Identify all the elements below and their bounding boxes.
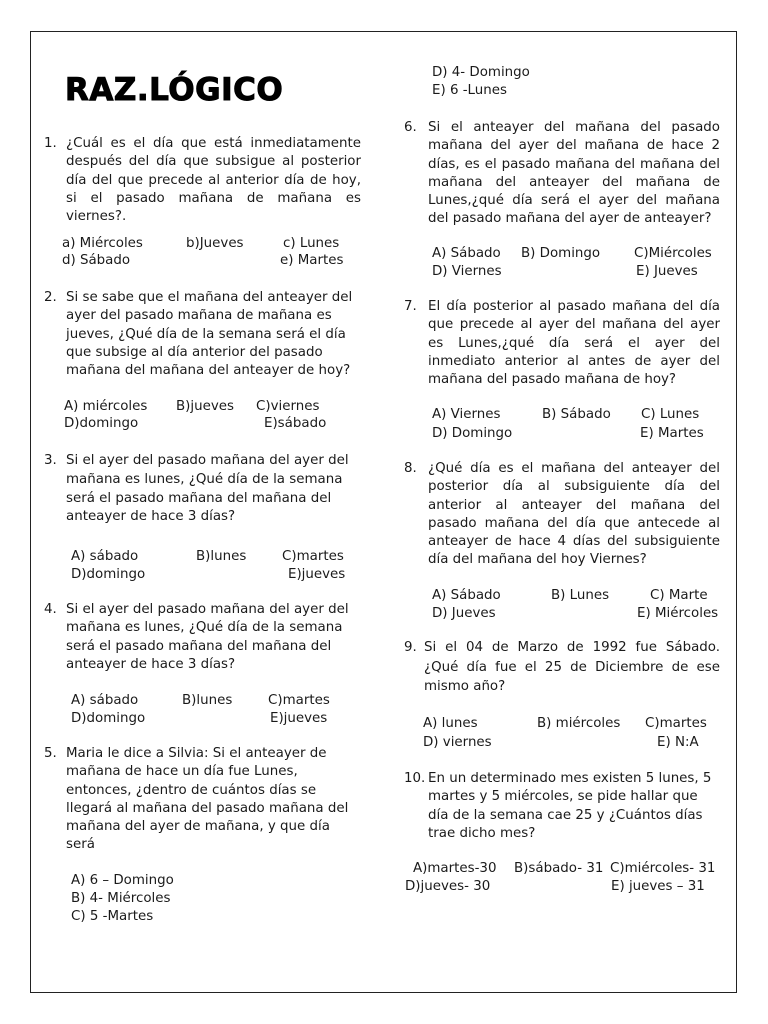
option-d: D)domingo	[64, 416, 139, 431]
question-text: ¿Qué día es el mañana del anteayer del posterior día al subsiguiente día del anterior al anteayer del mañana del pasado mañana del día que antecede al anteayer de hace 4 días del subsiguiente día del mañana del hoy Viernes?	[428, 461, 720, 568]
question-number: 10.	[404, 771, 426, 786]
option-c: C)Miércoles	[634, 246, 712, 261]
option-e: E) N:A	[657, 735, 699, 750]
option-d: D) Viernes	[432, 264, 502, 279]
option-a: A) Sábado	[432, 588, 501, 603]
option-d: D)jueves- 30	[405, 879, 491, 894]
option-d: D) viernes	[423, 735, 492, 750]
option-c: C)miércoles- 31	[610, 861, 716, 876]
question-text: En un determinado mes existen 5 lunes, 5 martes y 5 miércoles, se pide hallar que día de la semana cae 25 y ¿Cuántos días trae dicho mes?	[428, 771, 712, 841]
option-e: E) Martes	[640, 426, 704, 441]
option-b: B) Lunes	[551, 588, 610, 603]
option-c: C)martes	[645, 716, 707, 731]
question-number: 3.	[44, 453, 57, 468]
option-a: A)martes-30	[413, 861, 497, 876]
question-text: Si el ayer del pasado mañana del ayer del mañana es lunes, ¿Qué día de la semana será el pasado mañana del mañana del anteayer de hace 3 días?	[66, 453, 349, 525]
option-a: A) lunes	[423, 716, 478, 731]
option-e: E)sábado	[264, 416, 327, 431]
question-text: Si se sabe que el mañana del anteayer del ayer del pasado mañana de mañana es jueves, ¿Qué día de la semana será el día que subsige al día anterior del pasado mañana del mañana del anteayer de hoy?	[66, 290, 353, 379]
option-a: A) miércoles	[64, 399, 148, 414]
question-text: Maria le dice a Silvia: Si el anteayer de mañana de hace un día fue Lunes, entonces, ¿dentro de cuántos días se llegará al mañana del pasado mañana del mañana del ayer de mañana, y que día será	[66, 746, 349, 853]
question-number: 7.	[404, 299, 417, 314]
option-b: B) miércoles	[537, 716, 621, 731]
question-number: 5.	[44, 746, 57, 761]
question-number: 1.	[44, 136, 57, 151]
option-b: B) 4- Miércoles	[71, 891, 171, 906]
option-d: D)domingo	[71, 711, 146, 726]
option-e: E)jueves	[288, 567, 346, 582]
question-text: Si el 04 de Marzo de 1992 fue Sábado. ¿Qué día fue el 25 de Diciembre de ese mismo año?	[424, 640, 720, 694]
question-number: 8.	[404, 461, 417, 476]
option-e: E) jueves – 31	[611, 879, 705, 894]
option-d: D) Domingo	[432, 426, 513, 441]
option-d: d) Sábado	[62, 253, 131, 268]
option-e: E) 6 -Lunes	[432, 83, 507, 98]
option-c: C)martes	[282, 549, 344, 564]
option-a: A) Sábado	[432, 246, 501, 261]
page-title: RAZ.LÓGICO	[65, 72, 284, 108]
question-number: 4.	[44, 602, 57, 617]
option-a: A) sábado	[71, 549, 139, 564]
option-b: B)lunes	[182, 693, 233, 708]
option-e: e) Martes	[280, 253, 344, 268]
option-b: b)Jueves	[186, 236, 244, 251]
option-c: C) 5 -Martes	[71, 909, 154, 924]
option-b: B) Domingo	[521, 246, 601, 261]
option-a: a) Miércoles	[62, 236, 143, 251]
option-c: C)viernes	[256, 399, 320, 414]
option-c: C)martes	[268, 693, 330, 708]
option-a: A) sábado	[71, 693, 139, 708]
option-d: D) Jueves	[432, 606, 496, 621]
option-e: E) Miércoles	[637, 606, 719, 621]
option-a: A) 6 – Domingo	[71, 873, 174, 888]
option-b: B)lunes	[196, 549, 247, 564]
option-a: A) Viernes	[432, 407, 501, 422]
option-e: E)jueves	[270, 711, 328, 726]
question-text: El día posterior al pasado mañana del día que precede al ayer del mañana del ayer es Lunes,¿qué día será el ayer del inmediato anterior al antes de ayer del mañana del pasado mañana de hoy?	[428, 299, 720, 388]
option-c: C) Marte	[650, 588, 708, 603]
question-number: 9.	[404, 640, 417, 655]
question-number: 6.	[404, 120, 417, 135]
option-d: D)domingo	[71, 567, 146, 582]
question-text: ¿Cuál es el día que está inmediatamente después del día que subsigue al posterior día del que precede al anterior día de hoy, si el pasado mañana de mañana es viernes?.	[66, 136, 361, 225]
option-b: B) Sábado	[542, 407, 611, 422]
question-text: Si el anteayer del mañana del pasado mañana del ayer del mañana de hace 2 días, es el pasado mañana del mañana del mañana del anteayer del mañana de Lunes,¿qué día será el ayer del mañana del pasado mañana del ayer de anteayer?	[428, 120, 720, 227]
option-b: B)jueves	[176, 399, 234, 414]
option-d: D) 4- Domingo	[432, 65, 530, 80]
question-number: 2.	[44, 290, 57, 305]
option-c: c) Lunes	[283, 236, 340, 251]
question-text: Si el ayer del pasado mañana del ayer del mañana es lunes, ¿Qué día de la semana será el pasado mañana del mañana del anteayer de hace 3 días?	[66, 602, 349, 672]
option-c: C) Lunes	[641, 407, 700, 422]
option-e: E) Jueves	[636, 264, 698, 279]
option-b: B)sábado- 31	[514, 861, 604, 876]
